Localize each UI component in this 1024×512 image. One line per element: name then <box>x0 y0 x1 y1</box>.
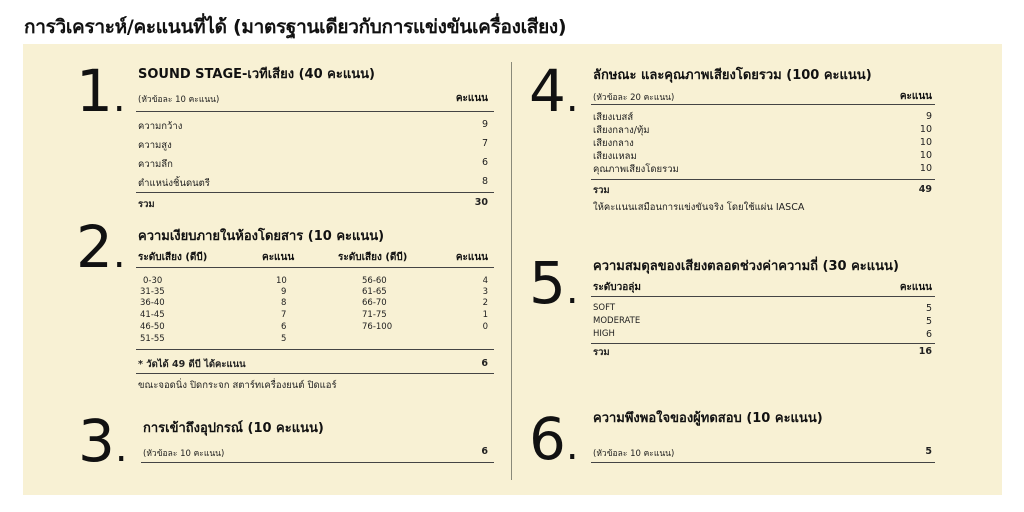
section-5-item-score: 5 <box>925 303 932 314</box>
section-2-level-header-right: ระดับเสียง (ดีบี) <box>338 252 408 263</box>
section-2-level-header-left: ระดับเสียง (ดีบี) <box>138 252 208 263</box>
section-4-number <box>529 57 579 127</box>
section-2-number-text: 2 <box>76 213 113 281</box>
section-2-score: 10 <box>276 276 287 286</box>
column-divider <box>511 62 512 480</box>
section-4-score-header: คะแนน <box>899 91 932 102</box>
section-1-number <box>76 57 126 127</box>
section-2-score: 2 <box>482 298 488 308</box>
section-1-item-score: 8 <box>481 176 488 187</box>
section-4-item-label: เสียงกลาง/ทุ้ม <box>593 125 650 136</box>
section-1-total-label: รวม <box>138 199 155 210</box>
section-1-item-score: 7 <box>481 138 488 149</box>
section-5-total-label: รวม <box>593 347 610 358</box>
section-3-rule <box>141 462 494 463</box>
section-2-measured-label: * วัดได้ 49 ดีบี ได้คะแนน <box>138 359 246 370</box>
section-1-header-rule <box>136 111 494 112</box>
section-5-score-header: คะแนน <box>899 282 932 293</box>
section-4-item-label: เสียงกลาง <box>593 138 634 149</box>
section-5-header-rule <box>591 296 935 297</box>
section-2-range: 41-45 <box>140 310 165 320</box>
section-2-note-rule <box>136 373 494 374</box>
section-2-range: 56-60 <box>362 276 387 286</box>
section-4-total-score: 49 <box>918 184 932 195</box>
section-2-note: ขณะจอดนิ่ง ปิดกระจก สตาร์ทเครื่องยนต์ ปิดแอร์ <box>138 380 337 391</box>
section-3-score: 6 <box>481 446 488 457</box>
section-3-number <box>78 407 128 477</box>
section-5-item-label: HIGH <box>593 329 615 339</box>
section-4-header-rule <box>591 104 935 105</box>
section-2-range: 31-35 <box>140 287 165 297</box>
section-6-rule <box>591 462 935 463</box>
section-1-total-score: 30 <box>474 197 488 208</box>
section-2-title: ความเงียบภายในห้องโดยสาร (10 คะแนน) <box>138 229 385 244</box>
section-5-title: ความสมดุลของเสียงตลอดช่วงค่าความถี่ (30 คะแนน) <box>593 259 899 274</box>
section-2-range: 46-50 <box>140 322 165 332</box>
section-6-title: ความพึงพอใจของผู้ทดสอบ (10 คะแนน) <box>593 411 823 426</box>
section-6-number <box>529 405 579 475</box>
section-4-total-label: รวม <box>593 185 610 196</box>
section-5-item-score: 5 <box>925 316 932 327</box>
section-5-total-score: 16 <box>918 346 932 357</box>
section-4-subtitle: (หัวข้อละ 20 คะแนน) <box>593 93 675 103</box>
section-2-score: 1 <box>482 310 488 320</box>
section-2-number <box>76 213 126 283</box>
section-3-subtitle: (หัวข้อละ 10 คะแนน) <box>143 449 225 459</box>
section-3-number-text: 3 <box>78 407 115 475</box>
section-4-item-score: 10 <box>919 124 932 135</box>
section-5-item-score: 6 <box>925 329 932 340</box>
section-6-number-dot: . <box>565 423 579 469</box>
section-2-score: 4 <box>482 276 488 286</box>
section-2-score: 9 <box>281 287 287 297</box>
section-1-number-text: 1 <box>76 57 113 125</box>
section-5-number-dot: . <box>565 267 579 313</box>
section-2-range: 76-100 <box>362 322 393 332</box>
section-1-item-label: ความลึก <box>138 159 173 170</box>
section-4-item-score: 10 <box>919 163 932 174</box>
section-1-total-rule <box>136 192 494 193</box>
section-1-subtitle: (หัวข้อละ 10 คะแนน) <box>138 95 220 105</box>
section-6-number-text: 6 <box>529 405 566 473</box>
section-2-score-header-left: คะแนน <box>262 252 295 263</box>
section-5-total-rule <box>591 343 935 344</box>
section-2-range: 66-70 <box>362 298 387 308</box>
section-1-item-score: 6 <box>481 157 488 168</box>
section-2-score: 7 <box>281 310 287 320</box>
section-5-number-text: 5 <box>529 249 566 317</box>
section-5-number <box>529 249 579 319</box>
section-2-header-rule <box>136 267 494 268</box>
section-6-score: 5 <box>925 446 932 457</box>
section-1-title: SOUND STAGE-เวทีเสียง (40 คะแนน) <box>138 67 375 82</box>
page-title: การวิเคราะห์/คะแนนที่ได้ (มาตรฐานเดียวกับการแข่งขันเครื่องเสียง) <box>24 16 567 38</box>
section-4-item-label: เสียงเบสส์ <box>593 112 634 123</box>
section-2-score: 0 <box>482 322 488 332</box>
section-4-item-label: คุณภาพเสียงโดยรวม <box>593 164 679 175</box>
section-4-total-rule <box>591 179 935 180</box>
section-2-range: 51-55 <box>140 334 165 344</box>
section-6-subtitle: (หัวข้อละ 10 คะแนน) <box>593 449 675 459</box>
section-2-measured-rule <box>136 349 494 350</box>
section-1-score-header: คะแนน <box>455 93 488 104</box>
section-4-number-text: 4 <box>529 57 566 125</box>
section-2-score-header-right: คะแนน <box>455 252 488 263</box>
section-5-item-label: MODERATE <box>593 316 641 326</box>
section-1-item-score: 9 <box>481 119 488 130</box>
section-1-item-label: ความกว้าง <box>138 121 183 132</box>
section-4-title: ลักษณะ และคุณภาพเสียงโดยรวม (100 คะแนน) <box>593 68 872 83</box>
section-2-score: 6 <box>281 322 287 332</box>
section-2-range: 36-40 <box>140 298 165 308</box>
section-2-score: 3 <box>482 287 488 297</box>
section-2-range: 71-75 <box>362 310 387 320</box>
section-3-title: การเข้าถึงอุปกรณ์ (10 คะแนน) <box>143 421 324 436</box>
section-4-note: ให้คะแนนเสมือนการแข่งขันจริง โดยใช้แผ่น IASCA <box>593 202 805 213</box>
section-2-score: 5 <box>281 334 287 344</box>
section-5-level-header: ระดับวอลุ่ม <box>593 282 641 293</box>
section-4-item-score: 10 <box>919 150 932 161</box>
section-2-score: 8 <box>281 298 287 308</box>
section-1-item-label: ตำแหน่งชิ้นดนตรี <box>138 178 210 189</box>
section-4-number-dot: . <box>565 75 579 121</box>
section-4-item-score: 9 <box>925 111 932 122</box>
section-3-number-dot: . <box>114 425 128 471</box>
section-2-range: 61-65 <box>362 287 387 297</box>
section-4-item-score: 10 <box>919 137 932 148</box>
section-2-measured-score: 6 <box>481 358 488 369</box>
section-2-number-dot: . <box>112 231 126 277</box>
section-4-item-label: เสียงแหลม <box>593 151 637 162</box>
section-1-item-label: ความสูง <box>138 140 172 151</box>
section-1-number-dot: . <box>112 75 126 121</box>
section-5-item-label: SOFT <box>593 303 616 313</box>
section-2-range: 0-30 <box>143 276 163 286</box>
